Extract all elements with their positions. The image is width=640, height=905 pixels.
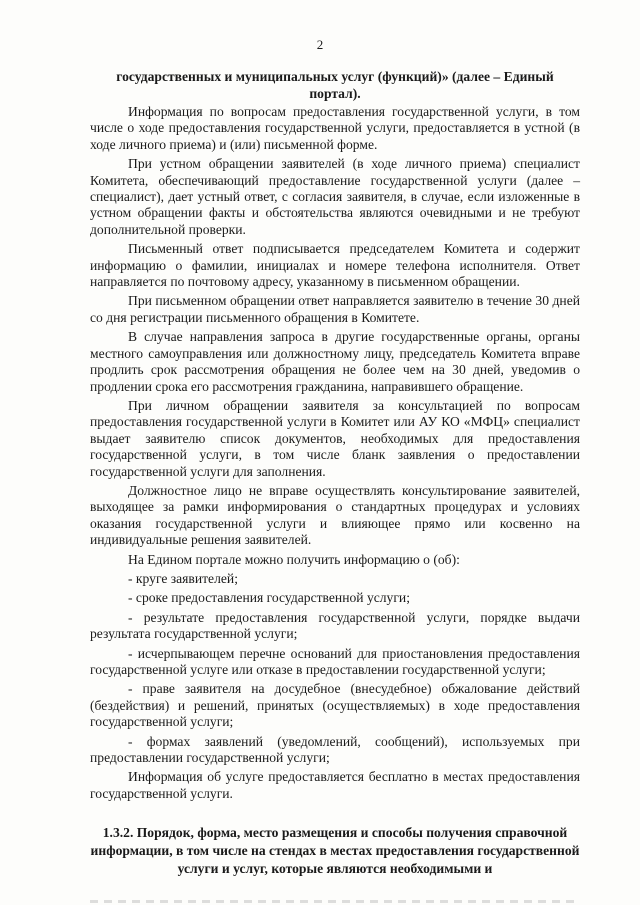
heading-continuation: государственных и муниципальных услуг (функций)» (далее – Единый портал). [116, 69, 554, 101]
scan-edge-artifact [90, 900, 580, 903]
paragraph: При личном обращении заявителя за консультацией по вопросам предоставления государственной услуги в Комитет или АУ КО «МФЦ» специалист выдает заявителю список документов, необходимых для предоставления государственной услуги, в том числе бланк заявления о предоставлении государственной услуги для заполнения. [90, 397, 580, 479]
list-item: - круге заявителей; [128, 570, 238, 586]
list-item: - сроке предоставления государственной услуги; [128, 590, 410, 606]
document-body [90, 68, 580, 878]
paragraph: Письменный ответ подписывается председателем Комитета и содержит информацию о фамилии, инициалах и номере телефона исполнителя. Ответ направляется по почтовому адресу, указанному в письменном обращении. [90, 241, 580, 290]
list-item: - праве заявителя на досудебное (внесудебное) обжалование действий (бездействия) и решений, принятых (осуществляемых) в ходе предоставления государственной услуги; [90, 681, 580, 730]
paragraph: При устном обращении заявителей (в ходе личного приема) специалист Комитета, обеспечивающий предоставление государственной услуги (далее – специалист), дает устный ответ, с согласия заявителя, в случае, если изложенные в устном обращении факты и обстоятельства являются очевидными и не требуют дополнительной проверки. [90, 156, 580, 237]
list-item: - результате предоставления государственной услуги, порядке выдачи результата государственной услуги; [90, 609, 580, 642]
paragraph: Информация по вопросам предоставления государственной услуги, в том числе о ходе предоставления государственной услуги, предоставляется в устной (в ходе личного приема) и (или) письменной форме. [90, 104, 580, 152]
paragraph: При письменном обращении ответ направляется заявителю в течение 30 дней со дня регистрации письменного обращения в Комитете. [90, 293, 580, 325]
list-item: - формах заявлений (уведомлений, сообщений), используемых при предоставлении государственной услуги; [90, 733, 580, 766]
paragraph: Информация об услуге предоставляется бесплатно в местах предоставления государственной услуги. [90, 769, 580, 801]
paragraph: На Едином портале можно получить информацию о (об): [128, 551, 460, 567]
paragraph: Должностное лицо не вправе осуществлять консультирование заявителей, выходящее за рамки информирования о стандартных процедурах и условиях оказания государственной услуги и влияющее прямо или косвенно на индивидуальные решения заявителей. [90, 482, 580, 548]
page-number: 2 [316, 37, 324, 52]
paragraph: В случае направления запроса в другие государственные органы, органы местного самоуправления или должностному лицу, председатель Комитета вправе продлить срок рассмотрения обращения не более чем на 30 дней, уведомив о продлении срока его рассмотрения гражданина, направившего обращение. [90, 329, 580, 394]
list-item: - исчерпывающем перечне оснований для приостановления предоставления государственной услуге или отказе в предоставлении государственной услуги; [90, 645, 580, 677]
section-heading: 1.3.2. Порядок, форма, место размещения и способы получения справочной информации, в том числе на стендах в местах предоставления государственной услуги и услуг, которые являются необходимыми и [90, 825, 580, 877]
